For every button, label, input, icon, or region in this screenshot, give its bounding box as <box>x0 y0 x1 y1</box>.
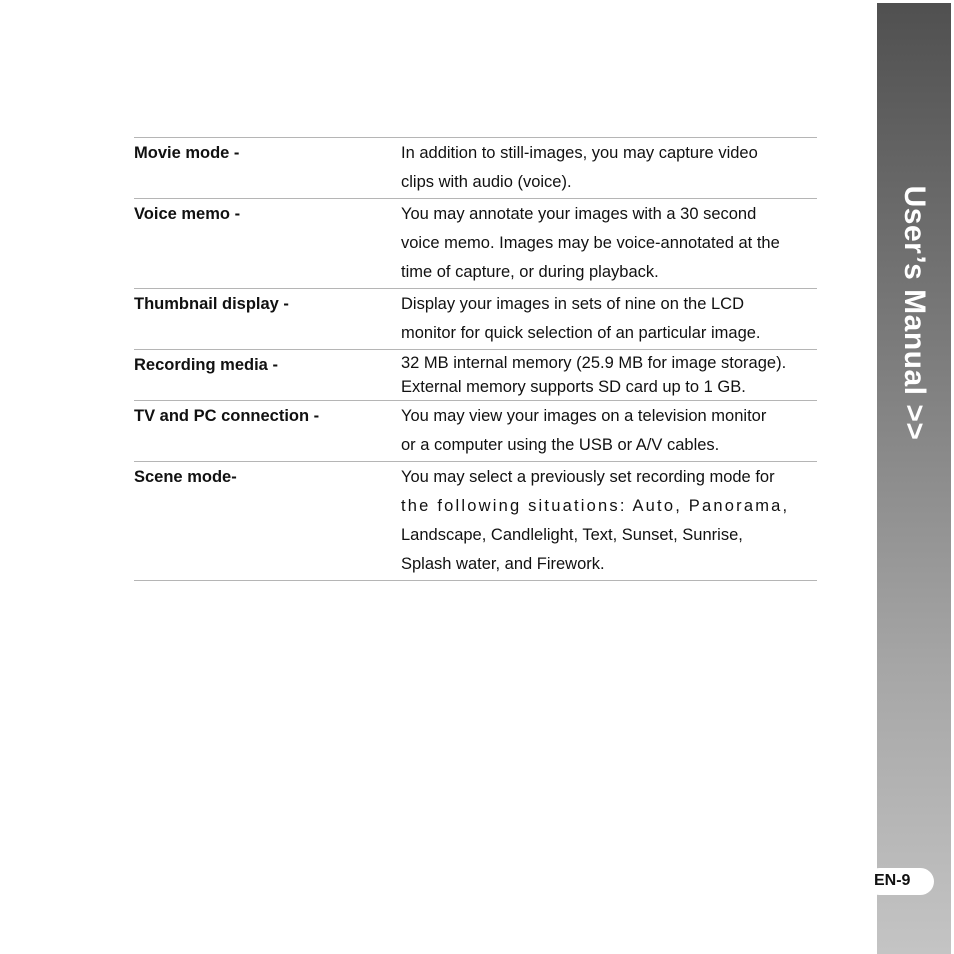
feature-row-tv-pc-connection <box>134 401 817 462</box>
description-line: Landscape, Candlelight, Text, Sunset, Sunrise, <box>401 526 743 544</box>
description-line: Display your images in sets of nine on the LCD <box>401 295 745 313</box>
feature-row-voice-memo <box>134 199 817 289</box>
description-line: You may select a previously set recording mode for <box>401 468 775 486</box>
description-line: monitor for quick selection of an particular image. <box>401 324 761 342</box>
description-line: the following situations: Auto, Panorama, <box>401 497 790 515</box>
feature-table <box>134 137 817 581</box>
feature-description <box>401 463 817 579</box>
page-number: EN-9 <box>874 872 911 889</box>
description-line: time of capture, or during playback. <box>401 263 659 281</box>
feature-row-thumbnail-display <box>134 289 817 350</box>
feature-description <box>401 351 817 399</box>
feature-term: Scene mode- <box>134 468 237 486</box>
feature-term: Voice memo - <box>134 205 241 223</box>
sidebar-title <box>877 3 951 954</box>
feature-description <box>401 290 817 348</box>
description-line: or a computer using the USB or A/V cables. <box>401 436 720 454</box>
feature-term: TV and PC connection - <box>134 407 320 425</box>
feature-row-scene-mode <box>134 462 817 581</box>
feature-term: Movie mode - <box>134 144 240 162</box>
feature-term: Thumbnail display - <box>134 295 289 313</box>
feature-description <box>401 402 817 460</box>
description-line: voice memo. Images may be voice-annotated at the <box>401 234 780 252</box>
feature-description <box>401 139 817 197</box>
description-line: In addition to still-images, you may capture video <box>401 144 758 162</box>
description-line: Splash water, and Firework. <box>401 555 605 573</box>
description-line: You may view your images on a television monitor <box>401 407 767 425</box>
feature-term: Recording media - <box>134 356 278 374</box>
feature-row-recording-media <box>134 350 817 401</box>
sidebar-banner <box>877 3 951 954</box>
description-line: 32 MB internal memory (25.9 MB for image storage). <box>401 354 787 372</box>
description-line: clips with audio (voice). <box>401 173 572 191</box>
sidebar-title-text: User’s Manual >> <box>898 185 931 441</box>
description-line: You may annotate your images with a 30 second <box>401 205 757 223</box>
feature-row-movie-mode <box>134 138 817 199</box>
feature-description <box>401 200 817 287</box>
description-line: External memory supports SD card up to 1 GB. <box>401 378 746 396</box>
